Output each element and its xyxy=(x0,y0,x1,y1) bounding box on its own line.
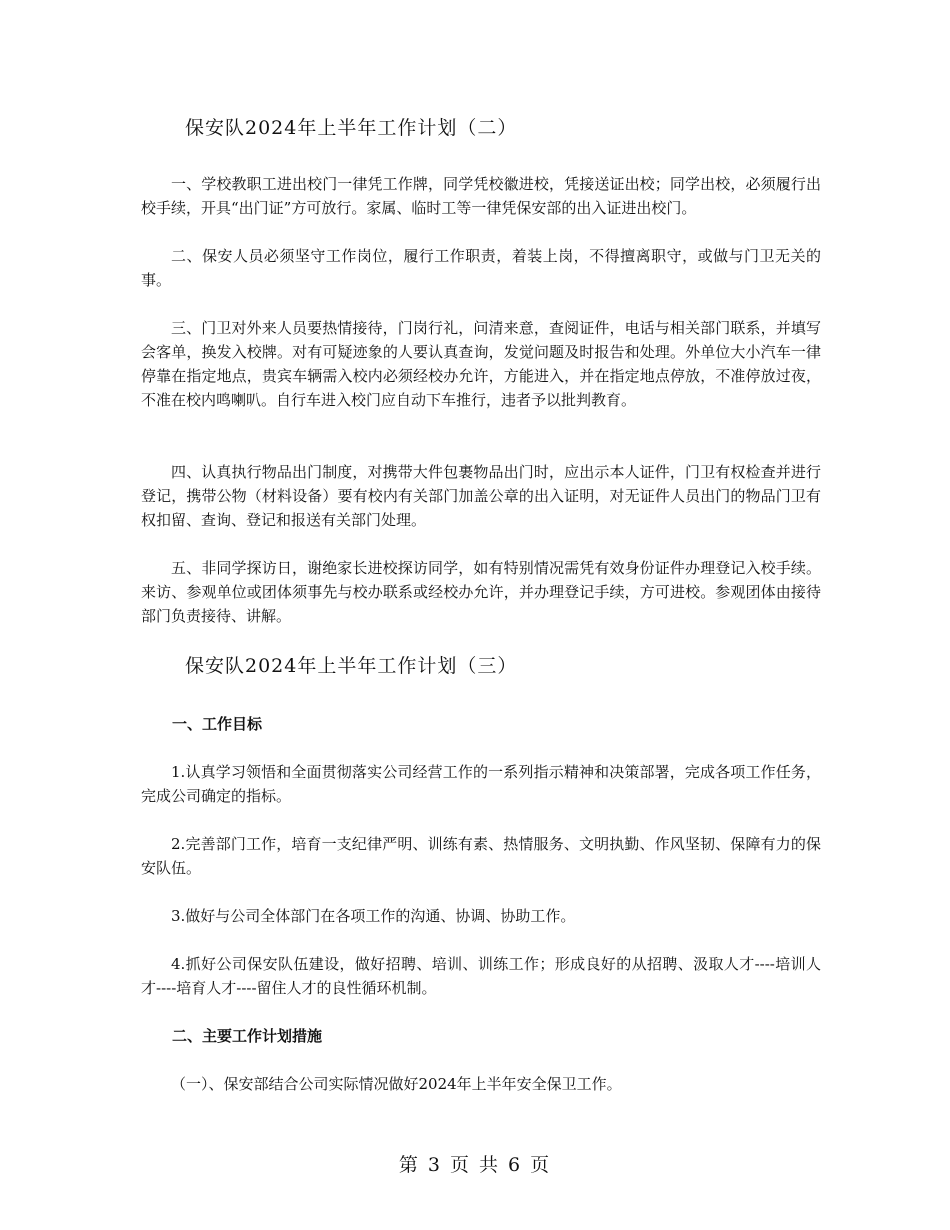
heading-work-goals: 一、工作目标 xyxy=(172,715,263,733)
goal-item-4: 4.抓好公司保安队伍建设，做好招聘、培训、训练工作；形成良好的从招聘、汲取人才----培训人才----培育人才----留住人才的良性循环机制。 xyxy=(141,955,821,997)
paragraph-3: 三、门卫对外来人员要热情接待，门岗行礼，问清来意，查阅证件，电话与相关部门联系，并填写会客单，换发入校牌。对有可疑迹象的人要认真查询，发觉问题及时报告和处理。外单位大小汽车一律停靠在指定地点，贵宾车辆需入校内必须经校办允许，方能进入，并在指定地点停放，不准停放过夜，不准在校内鸣喇叭。自行车进入校门应自动下车推行，违者予以批判教育。 xyxy=(141,319,821,409)
page-number-footer: 第 3 页 共 6 页 xyxy=(398,1154,552,1176)
paragraph-4: 四、认真执行物品出门制度，对携带大件包裹物品出门时，应出示本人证件，门卫有权检查并进行登记，携带公物（材料设备）要有校内有关部门加盖公章的出入证明，对无证件人员出门的物品门卫有权扣留、查询、登记和报送有关部门处理。 xyxy=(141,463,821,529)
paragraph-5: 五、非同学探访日，谢绝家长进校探访同学，如有特别情况需凭有效身份证件办理登记入校手续。来访、参观单位或团体须事先与校办联系或经校办允许，并办理登记手续，方可进校。参观团体由接待部门负责接待、讲解。 xyxy=(141,559,821,625)
paragraph-2: 二、保安人员必须坚守工作岗位，履行工作职责，着装上岗，不得擅离职守，或做与门卫无关的事。 xyxy=(141,247,821,289)
measure-item-1: （一）、保安部结合公司实际情况做好2024年上半年安全保卫工作。 xyxy=(171,1075,622,1093)
goal-item-2: 2.完善部门工作，培育一支纪律严明、训练有素、热情服务、文明执勤、作风坚韧、保障有力的保安队伍。 xyxy=(141,835,821,877)
goal-item-1: 1.认真学习领悟和全面贯彻落实公司经营工作的一系列指示精神和决策部署，完成各项工作任务，完成公司确定的指标。 xyxy=(141,763,821,805)
section-title-2: 保安队2024年上半年工作计划（二） xyxy=(185,117,518,139)
section-title-3: 保安队2024年上半年工作计划（三） xyxy=(185,655,518,677)
heading-main-measures: 二、主要工作计划措施 xyxy=(172,1027,323,1045)
goal-item-3: 3.做好与公司全体部门在各项工作的沟通、协调、协助工作。 xyxy=(171,907,576,925)
paragraph-1: 一、学校教职工进出校门一律凭工作牌，同学凭校徽进校，凭接送证出校；同学出校，必须履行出校手续，开具“出门证”方可放行。家属、临时工等一律凭保安部的出入证进出校门。 xyxy=(141,175,821,217)
